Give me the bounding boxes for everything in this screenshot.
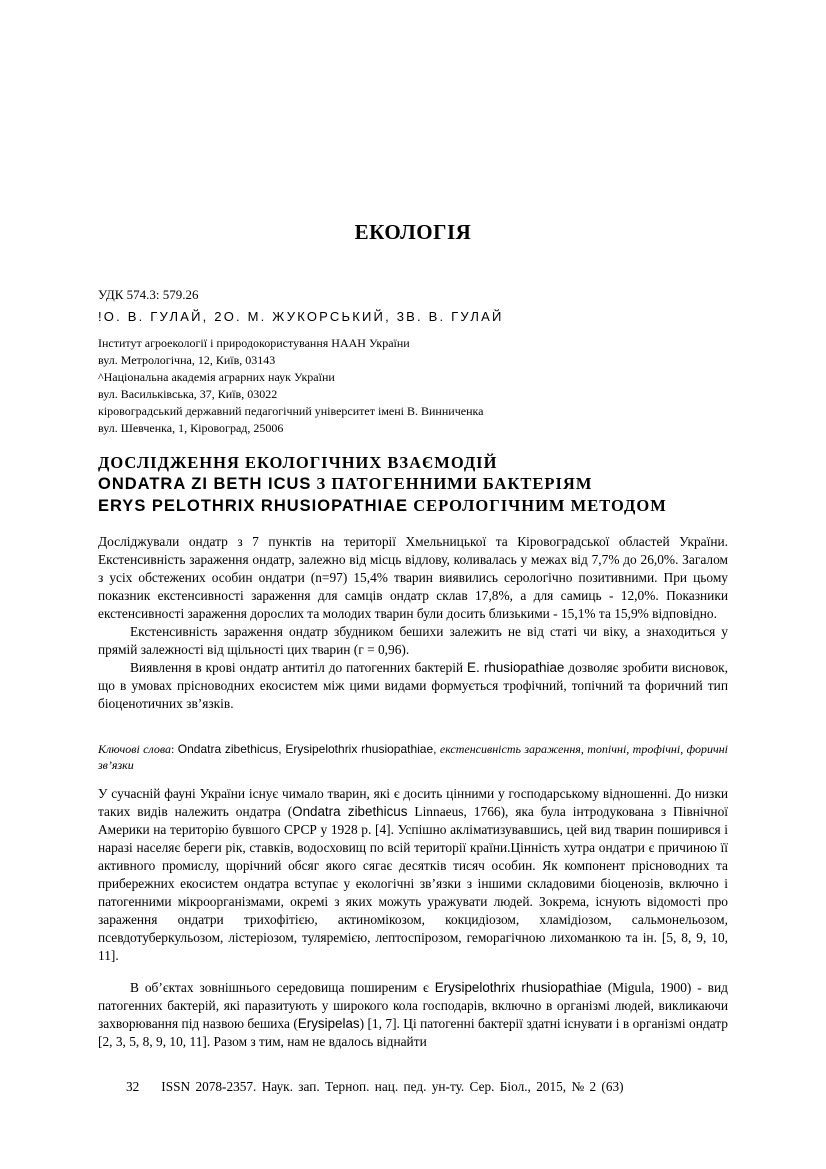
page-footer bbox=[126, 1079, 624, 1095]
body-paragraph bbox=[98, 785, 728, 965]
affiliation-line: Інститут агроекології і природокористування НААН України bbox=[98, 336, 410, 350]
body-text-run: ) [1, 7]. Ці патогенні бактерії здатні існувати і в організмі ондатр [2, 3, 5, 8, 9, 10, 11]. Разом з тим, нам не вдалось віднайти bbox=[98, 1016, 728, 1049]
title-text: З ПАТОГЕННИМИ БАКТЕРІЯМ bbox=[311, 474, 593, 493]
body-text bbox=[98, 785, 728, 1051]
keywords-species: Ondatra zibethicus, Erysipelothrix rhusiopathiae, bbox=[177, 742, 437, 756]
affiliation-line: ^Національна академія аграрних наук України bbox=[98, 370, 335, 384]
title-species: ONDATRA ZI BETH ICUS bbox=[98, 475, 312, 493]
abstract-text: дозволяє зробити висновок, що в умовах прісноводних екосистем між цими видами формується трофічний, топічний та форичний тип біоценотичних зв’язків. bbox=[98, 660, 728, 711]
abstract-text: Виявлення в крові ондатр антитіл до патогенних бактерій bbox=[130, 660, 468, 675]
affiliation-line: вул. Метрологічна, 12, Київ, 03143 bbox=[98, 353, 276, 367]
title-text: СЕРОЛОГІЧНИМ МЕТОДОМ bbox=[408, 496, 667, 515]
body-text-run: В об’єктах зовнішнього середовища поширеним є bbox=[130, 980, 435, 995]
species-name: Ondatra zibethicus bbox=[292, 804, 408, 819]
body-paragraph bbox=[98, 979, 728, 1051]
keywords-terms: екстенсивність зараження, топічні, трофічні, форичні зв’язки bbox=[98, 742, 729, 772]
keywords-colon: : bbox=[171, 742, 178, 756]
body-text-run: У сучасній фауні України існує чимало тварин, які є досить цінними у господарському відношенні. До низки таких видів належить ондатра ( bbox=[98, 786, 728, 819]
genus-name: Erysipelas bbox=[297, 1016, 360, 1031]
species-name: Erysipelothrix rhusiopathiae bbox=[434, 980, 602, 995]
abstract bbox=[98, 533, 728, 713]
journal-citation: ISSN 2078-2357. Наук. зап. Терноп. нац. пед. ун-ту. Сер. Біол., 2015, № 2 (63) bbox=[161, 1079, 624, 1094]
species-name: E. rhusiopathiae bbox=[467, 660, 565, 675]
authors-line: !О. В. ГУЛАЙ, 2О. М. ЖУКОРСЬКИЙ, 3В. В. ГУЛАЙ bbox=[98, 309, 504, 324]
affiliation-line: вул. Шевченка, 1, Кіровоград, 25006 bbox=[98, 421, 284, 435]
affiliation-line: вул. Васильківська, 37, Київ, 03022 bbox=[98, 387, 278, 401]
title-line-2 bbox=[98, 473, 738, 495]
abstract-paragraph bbox=[98, 659, 728, 713]
body-text-run: (Migula, 1900) - вид патогенних бактерій, які паразитують у широкого кола господарів, включно в організмі людей, викликаючи захворювання під назвою бешиха ( bbox=[98, 980, 728, 1031]
udk-code: УДК 574.3: 579.26 bbox=[98, 287, 199, 302]
page-number: 32 bbox=[126, 1079, 140, 1094]
affiliation-line: кіровоградський державний педагогічний університет імені В. Винниченка bbox=[98, 404, 484, 418]
section-heading: ЕКОЛОГІЯ bbox=[354, 220, 472, 244]
body-text-run: Linnaeus, 1766), яка була інтродукована з Північної Америки на територію бувшого СРСР у 1928 р. [4]. Успішно акліматизувавшись, цей вид тварин поширився і наразі населяє береги рік, ставків, водосховищ по всій території країни.Цінність хутра ондатри є причиною її активного промислу, щорічний обсяг якого сягає десятків тисяч особин. Як компонент прісноводних та прибережних екосистем ондатра вступає у екологічні зв’язки з іншими складовими біоценозів, включно і патогенними мікроорганізмами, окремі з яких можуть уражувати людей. Зокрема, існують відомості про зараження ондатри трихофітією, актиномікозом, кокцидіозом, хламідіозом, сальмонельозом, псевдотуберкульозом, лістеріозом, туляремією, лептоспірозом, геморагічною лихоманкою та ін. [5, 8, 9, 10, 11]. bbox=[98, 804, 728, 963]
title-line-3 bbox=[98, 495, 738, 517]
title-species: ERYS PELOTHRIX RHUSIOPATHIAE bbox=[98, 497, 409, 515]
abstract-paragraph: Екстенсивність зараження ондатр збудником бешихи залежить не від статі чи віку, а знаходиться у прямій залежності від щільності цих тварин (г = 0,96). bbox=[98, 624, 728, 657]
keywords bbox=[98, 741, 728, 773]
title-line-1: ДОСЛІДЖЕННЯ ЕКОЛОГІЧНИХ ВЗАЄМОДІЙ bbox=[98, 453, 498, 472]
keywords-label: Ключові слова bbox=[98, 742, 172, 756]
paper-title bbox=[98, 452, 738, 517]
abstract-paragraph: Досліджували ондатр з 7 пунктів на території Хмельницької та Кіровоградської областей України. Екстенсивність зараження ондатр, залежно від місць відлову, коливалась у межах від 7,7% до 26,0%. Загалом з усіх обстежених особин ондатри (n=97) 15,4% тварин виявились серологічно позитивними. При цьому показник екстенсивності зараження для самців ондатр склав 17,8%, а для самиць - 12,0%. Показники екстенсивності зараження дорослих та молодих тварин були досить близькими - 15,1% та 15,9% відповідно. bbox=[98, 534, 728, 621]
